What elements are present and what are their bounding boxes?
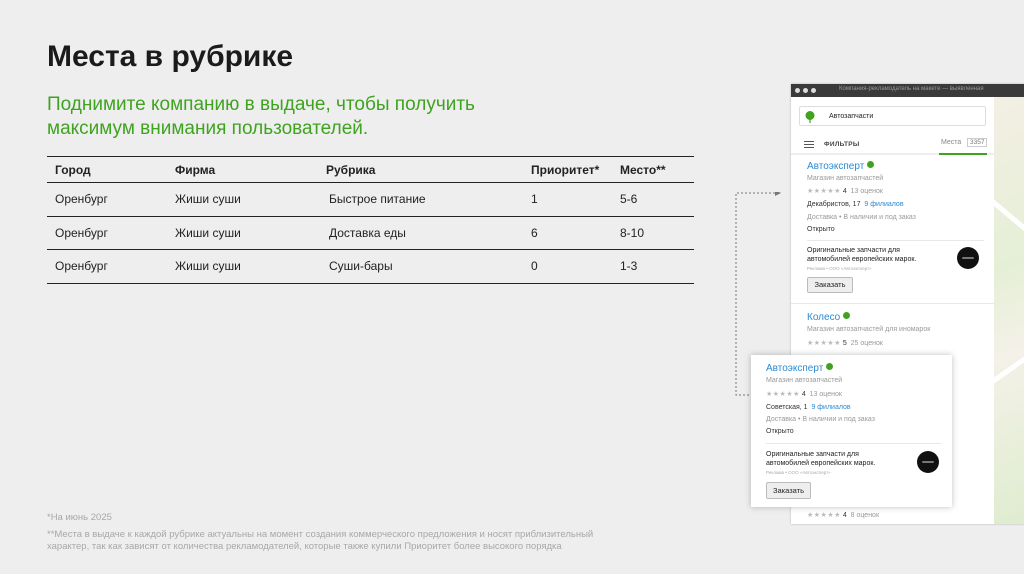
column-header-rubric: Рубрика <box>326 162 376 177</box>
highlighted-result-card[interactable] <box>751 355 952 507</box>
result-card[interactable] <box>791 159 994 311</box>
cell-rubric: Суши-бары <box>329 259 393 274</box>
table-row <box>47 217 694 251</box>
company-name: Колесо <box>807 312 841 323</box>
cell-rubric: Доставка еды <box>329 225 406 240</box>
rating-stars-icon: ★★★★★ <box>766 391 800 398</box>
company-name-link[interactable] <box>807 312 850 323</box>
cell-priority: 6 <box>531 225 538 240</box>
company-name: Автоэксперт <box>807 161 865 172</box>
review-count: 13 оценок <box>850 188 883 195</box>
column-header-firm: Фирма <box>175 162 216 177</box>
address: Советская, 1 <box>766 404 808 411</box>
tab-underline <box>939 153 987 155</box>
filters-button[interactable]: ФИЛЬТРЫ <box>824 141 860 148</box>
cell-priority: 0 <box>531 259 538 274</box>
company-name: Автоэксперт <box>766 363 824 374</box>
rating-value: 4 <box>842 512 847 519</box>
company-category: Магазин автозапчастей <box>766 377 843 384</box>
tab-places[interactable]: Места <box>941 139 962 146</box>
verified-icon <box>826 363 833 370</box>
window-dot-icon <box>811 88 816 93</box>
cell-place: 8-10 <box>620 225 645 240</box>
delivery-info: Доставка • В наличии и под заказ <box>807 214 916 221</box>
cell-rubric: Быстрое питание <box>329 192 426 207</box>
search-input[interactable] <box>799 106 986 126</box>
table-row <box>47 183 694 217</box>
order-button[interactable]: Заказать <box>807 277 853 293</box>
footnote-note: **Места в выдаче к каждой рубрике актуальны на момент создания коммерческого предложения и носят приблизительный характер, так как зависят от количества рекламодателей, которые также купили Приоритет более высокого порядка <box>47 529 594 552</box>
company-category: Магазин автозапчастей для иномарок <box>807 326 931 333</box>
branches-link[interactable]: 9 филиалов <box>864 201 904 208</box>
rating-value: 4 <box>842 188 847 195</box>
cell-place: 1-3 <box>620 259 638 274</box>
verified-icon <box>843 312 850 319</box>
ad-label: Реклама • ООО «Автоэксперт» <box>807 266 872 271</box>
slide-subtitle: Поднимите компанию в выдаче, чтобы получить максимум внимания пользователей. <box>47 94 475 139</box>
column-header-priority: Приоритет* <box>531 162 600 177</box>
review-count: 25 оценок <box>850 340 883 347</box>
places-count-badge: 3357 <box>967 138 987 147</box>
company-name-link[interactable] <box>807 161 874 172</box>
slide-title: Места в рубрике <box>47 40 294 73</box>
filter-icon[interactable] <box>804 141 814 142</box>
cell-firm: Жиши суши <box>175 225 241 240</box>
verified-icon <box>867 161 874 168</box>
result-card[interactable] <box>791 509 994 524</box>
rating-row <box>766 390 842 398</box>
review-count: 13 оценок <box>809 391 842 398</box>
ad-text: Оригинальные запчасти для автомобилей европейских марок. <box>807 247 917 263</box>
placement-table <box>47 156 694 284</box>
branches-link[interactable]: 9 филиалов <box>811 404 851 411</box>
rating-stars-icon: ★★★★★ <box>807 512 841 519</box>
open-status: Открыто <box>766 428 794 435</box>
cell-city: Оренбург <box>55 259 108 274</box>
address-row <box>766 404 851 411</box>
divider <box>791 303 994 304</box>
divider <box>807 240 984 241</box>
map-area[interactable] <box>994 97 1024 524</box>
ad-label: Реклама • ООО «Автоэксперт» <box>766 470 831 475</box>
table-header-row <box>47 156 694 183</box>
browser-title: Компания-рекламодатель на макете — выявленная <box>839 86 984 92</box>
cell-city: Оренбург <box>55 225 108 240</box>
cell-place: 5-6 <box>620 192 638 207</box>
footnote-date: *На июнь 2025 <box>47 512 112 523</box>
order-button[interactable]: Заказать <box>766 482 811 499</box>
delivery-info: Доставка • В наличии и под заказ <box>766 416 875 423</box>
divider <box>766 443 942 444</box>
open-status: Открыто <box>807 226 835 233</box>
column-header-city: Город <box>55 162 91 177</box>
cell-city: Оренбург <box>55 192 108 207</box>
rating-stars-icon: ★★★★★ <box>807 188 841 195</box>
address-row <box>807 201 904 208</box>
company-logo-icon <box>917 451 939 473</box>
cell-firm: Жиши суши <box>175 259 241 274</box>
rating-stars-icon: ★★★★★ <box>807 340 841 347</box>
rating-row <box>807 339 883 347</box>
filters-bar <box>791 133 994 155</box>
address: Декабристов, 17 <box>807 201 861 208</box>
column-header-place: Место** <box>620 162 666 177</box>
company-category: Магазин автозапчастей <box>807 175 884 182</box>
window-dot-icon <box>795 88 800 93</box>
rating-value: 5 <box>842 340 847 347</box>
ad-text: Оригинальные запчасти для автомобилей европейских марок. <box>766 451 876 467</box>
table-row <box>47 250 694 284</box>
window-dot-icon <box>803 88 808 93</box>
rating-value: 4 <box>801 391 806 398</box>
cell-priority: 1 <box>531 192 538 207</box>
cell-firm: Жиши суши <box>175 192 241 207</box>
browser-titlebar <box>791 84 1024 97</box>
rating-row <box>807 187 883 195</box>
company-name-link[interactable] <box>766 363 833 374</box>
search-text: Автозапчасти <box>829 113 874 120</box>
company-logo-icon <box>957 247 979 269</box>
rating-row <box>807 511 879 519</box>
review-count: 8 оценок <box>850 512 880 519</box>
map-pin-icon <box>805 111 815 123</box>
